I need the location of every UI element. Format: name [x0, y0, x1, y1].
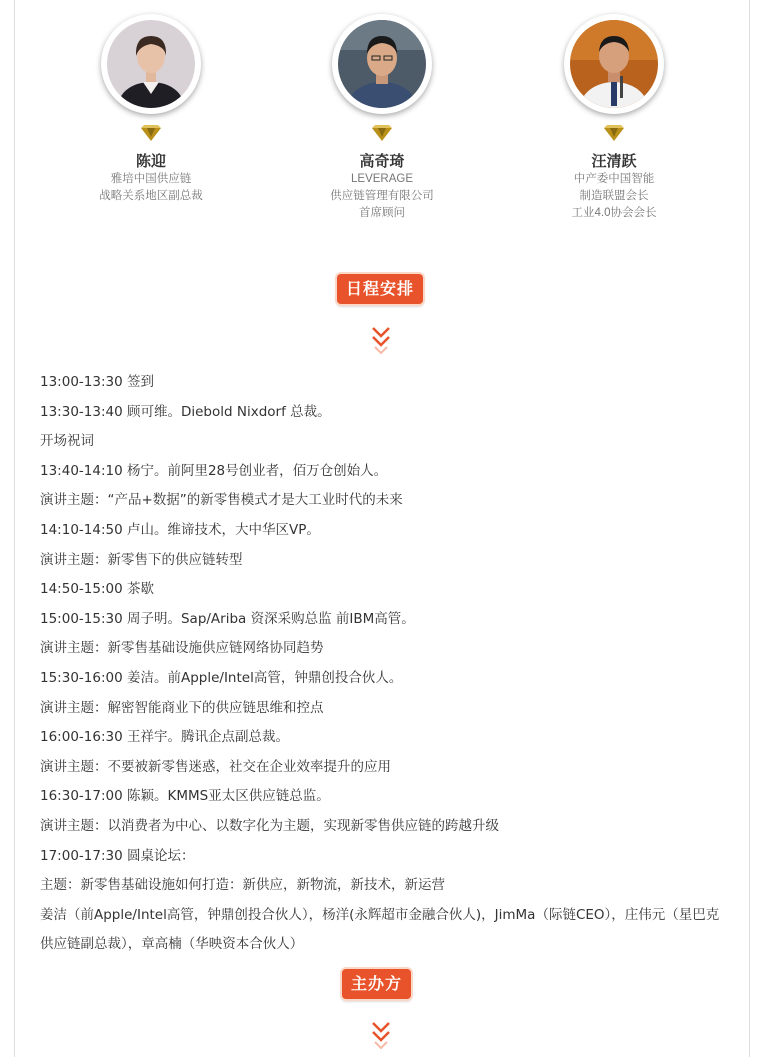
chevron-down-icon — [371, 1020, 391, 1052]
agenda-line: 主题：新零售基础设施如何打造：新供应，新物流，新技术，新运营 — [40, 877, 445, 894]
diamond-icon — [371, 124, 393, 142]
agenda-line: 16:00-16:30 王祥宇。腾讯企点副总裁。 — [40, 729, 289, 746]
speaker-title: 供应链管理有限公司 — [330, 190, 434, 202]
agenda-line: 演讲主题：新零售基础设施供应链网络协同趋势 — [40, 640, 324, 657]
speaker-name: 汪清跃 — [591, 152, 637, 170]
speakers-row — [0, 0, 762, 250]
speaker-card-2 — [282, 14, 482, 222]
speaker-name: 陈迎 — [135, 152, 166, 170]
speaker-3-photo — [570, 20, 658, 108]
agenda-line: 17:00-17:30 圆桌论坛： — [40, 847, 195, 864]
speaker-avatar-ring — [564, 14, 664, 114]
agenda-line: 演讲主题：“产品+数据”的新零售模式才是大工业时代的未来 — [40, 492, 403, 509]
speaker-title: 战略关系地区副总裁 — [99, 190, 203, 202]
agenda-line: 13:00-13:30 签到 — [40, 374, 154, 390]
speaker-title: LEVERAGE — [351, 173, 413, 185]
speaker-title: 制造联盟会长 — [579, 190, 649, 202]
speaker-title: 中产委中国智能 — [573, 173, 655, 185]
speaker-title: 工业4.0协会会长 — [571, 207, 657, 219]
agenda-line: 14:10-14:50 卢山。维谛技术，大中华区VP。 — [40, 521, 320, 538]
agenda-list — [40, 368, 730, 960]
agenda-line: 演讲主题：解密智能商业下的供应链思维和控点 — [40, 699, 324, 716]
speaker-title: 雅培中国供应链 — [110, 173, 192, 185]
speaker-name: 高奇琦 — [359, 152, 405, 170]
diamond-icon — [603, 124, 625, 142]
speaker-card-1 — [51, 14, 251, 205]
speaker-avatar-ring — [101, 14, 201, 114]
diamond-icon — [140, 124, 162, 142]
agenda-line: 15:30-16:00 姜洁。前Apple/Intel高管，钟鼎创投合伙人。 — [40, 669, 403, 686]
agenda-line: 开场祝词 — [40, 433, 94, 450]
speaker-card-3 — [514, 14, 714, 222]
agenda-line: 13:30-13:40 顾可维。Diebold Nixdorf 总裁。 — [40, 403, 331, 420]
agenda-line: 演讲主题：新零售下的供应链转型 — [40, 551, 243, 568]
agenda-line: 14:50-15:00 茶歇 — [40, 581, 154, 598]
agenda-line: 演讲主题：不要被新零售迷惑，社交在企业效率提升的应用 — [40, 758, 391, 775]
speaker-1-photo — [107, 20, 195, 108]
agenda-line: 13:40-14:10 杨宁。前阿里28号创业者，佰万仓创始人。 — [40, 462, 388, 479]
agenda-line: 15:00-15:30 周子明。Sap/Ariba 资深采购总监 前IBM高管。 — [40, 610, 415, 627]
agenda-panel-members: 姜洁（前Apple/Intel高管，钟鼎创投合伙人），杨洋(永辉超市金融合伙人)，JimMa（际链CEO），庄伟元（星巴克供应链副总裁），章高楠（华映资本合伙人） — [40, 906, 720, 953]
schedule-section-button[interactable]: 日程安排 — [337, 274, 423, 304]
speaker-2-photo — [338, 20, 426, 108]
agenda-line: 演讲主题：以消费者为中心、以数字化为主题，实现新零售供应链的跨越升级 — [40, 817, 499, 834]
agenda-line: 16:30-17:00 陈颖。KMMS亚太区供应链总监。 — [40, 788, 330, 805]
chevron-down-icon — [371, 325, 391, 357]
speaker-avatar-ring — [332, 14, 432, 114]
organizer-section-button[interactable]: 主办方 — [342, 969, 411, 999]
speaker-title: 首席顾问 — [359, 207, 405, 219]
